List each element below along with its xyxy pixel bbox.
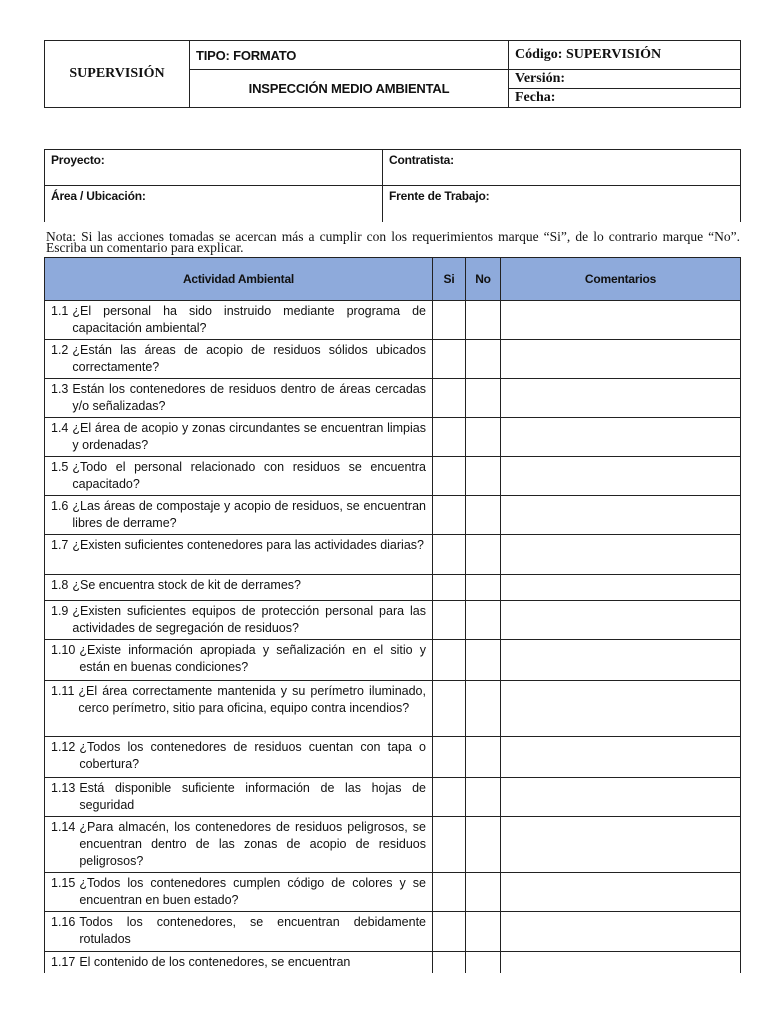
si-checkbox-cell[interactable] xyxy=(433,778,466,817)
activity-cell xyxy=(45,952,433,974)
header-tipo: TIPO: FORMATO xyxy=(190,41,509,70)
activity-cell xyxy=(45,912,433,952)
header-title: INSPECCIÓN MEDIO AMBIENTAL xyxy=(190,70,509,108)
item-number: 1.16 xyxy=(51,915,76,929)
activity-cell xyxy=(45,778,433,817)
no-checkbox-cell[interactable] xyxy=(466,912,501,952)
no-checkbox-cell[interactable] xyxy=(466,778,501,817)
comment-cell[interactable] xyxy=(501,601,741,640)
activity-cell xyxy=(45,681,433,737)
project-table xyxy=(44,149,741,222)
comment-cell[interactable] xyxy=(501,640,741,681)
no-checkbox-cell[interactable] xyxy=(466,301,501,340)
table-row xyxy=(45,817,741,873)
item-number: 1.11 xyxy=(51,684,75,698)
area-field: Área / Ubicación: xyxy=(45,186,383,222)
activity-cell xyxy=(45,340,433,379)
comment-cell[interactable] xyxy=(501,418,741,457)
item-number: 1.7 xyxy=(51,538,69,552)
no-checkbox-cell[interactable] xyxy=(466,340,501,379)
contractor-field: Contratista: xyxy=(383,150,741,186)
item-question: El contenido de los contenedores, se encuentran xyxy=(79,955,351,969)
si-checkbox-cell[interactable] xyxy=(433,817,466,873)
activity-cell xyxy=(45,457,433,496)
table-row xyxy=(45,340,741,379)
no-checkbox-cell[interactable] xyxy=(466,952,501,974)
no-checkbox-cell[interactable] xyxy=(466,601,501,640)
activity-cell xyxy=(45,817,433,873)
si-checkbox-cell[interactable] xyxy=(433,912,466,952)
item-question: ¿Para almacén, los contenedores de residuos peligrosos, se encuentran dentro de las zonas de acopio de residuos peligrosos? xyxy=(79,820,426,868)
item-number: 1.13 xyxy=(51,781,76,795)
col-header-no: No xyxy=(466,258,501,301)
si-checkbox-cell[interactable] xyxy=(433,496,466,535)
no-checkbox-cell[interactable] xyxy=(466,418,501,457)
si-checkbox-cell[interactable] xyxy=(433,340,466,379)
inspection-table xyxy=(44,257,741,973)
item-question: Están los contenedores de residuos dentro de áreas cercadas y/o señalizadas? xyxy=(72,382,426,413)
no-checkbox-cell[interactable] xyxy=(466,737,501,778)
item-question: ¿El personal ha sido instruido mediante programa de capacitación ambiental? xyxy=(72,304,426,335)
item-question: ¿El área correctamente mantenida y su perímetro iluminado, cerco perímetro, sitio para oficina, equipo contra incendios? xyxy=(78,684,426,715)
activity-cell xyxy=(45,575,433,601)
item-question: ¿Todos los contenedores cumplen código de colores y se encuentran en buen estado? xyxy=(79,876,426,907)
item-question: ¿Existen suficientes equipos de protección personal para las actividades de segregación de residuos? xyxy=(72,604,426,635)
table-row xyxy=(45,457,741,496)
no-checkbox-cell[interactable] xyxy=(466,681,501,737)
comment-cell[interactable] xyxy=(501,912,741,952)
header-version: Versión: xyxy=(509,70,740,89)
table-row xyxy=(45,681,741,737)
comment-cell[interactable] xyxy=(501,301,741,340)
item-number: 1.9 xyxy=(51,604,69,618)
item-question: ¿Las áreas de compostaje y acopio de residuos, se encuentran libres de derrame? xyxy=(72,499,426,530)
header-supervision: SUPERVISIÓN xyxy=(45,41,190,108)
item-question: ¿El área de acopio y zonas circundantes se encuentran limpias y ordenadas? xyxy=(72,421,426,452)
si-checkbox-cell[interactable] xyxy=(433,535,466,575)
activity-cell xyxy=(45,535,433,575)
si-checkbox-cell[interactable] xyxy=(433,301,466,340)
comment-cell[interactable] xyxy=(501,575,741,601)
item-number: 1.5 xyxy=(51,460,69,474)
activity-cell xyxy=(45,873,433,912)
si-checkbox-cell[interactable] xyxy=(433,737,466,778)
col-header-si: Si xyxy=(433,258,466,301)
item-number: 1.8 xyxy=(51,578,69,592)
comment-cell[interactable] xyxy=(501,952,741,974)
item-question: ¿Todo el personal relacionado con residuos se encuentra capacitado? xyxy=(72,460,426,491)
table-row xyxy=(45,535,741,575)
comment-cell[interactable] xyxy=(501,778,741,817)
si-checkbox-cell[interactable] xyxy=(433,681,466,737)
activity-cell xyxy=(45,379,433,418)
item-question: ¿Existen suficientes contenedores para las actividades diarias? xyxy=(72,538,424,552)
table-row xyxy=(45,873,741,912)
si-checkbox-cell[interactable] xyxy=(433,640,466,681)
no-checkbox-cell[interactable] xyxy=(466,575,501,601)
item-question: Todos los contenedores, se encuentran debidamente rotulados xyxy=(79,915,426,946)
col-header-comentarios: Comentarios xyxy=(501,258,741,301)
item-number: 1.14 xyxy=(51,820,76,834)
table-row xyxy=(45,575,741,601)
instruction-note: Nota: Si las acciones tomadas se acercan más a cumplir con los requerimientos marque “Si”, de lo contrario marque “No”. Escriba un comentario para explicar. xyxy=(46,229,740,255)
item-number: 1.17 xyxy=(51,955,76,969)
si-checkbox-cell[interactable] xyxy=(433,873,466,912)
no-checkbox-cell[interactable] xyxy=(466,379,501,418)
comment-cell[interactable] xyxy=(501,535,741,575)
header-table xyxy=(44,40,741,108)
header-codigo: Código: SUPERVISIÓN xyxy=(509,41,741,70)
no-checkbox-cell[interactable] xyxy=(466,535,501,575)
no-checkbox-cell[interactable] xyxy=(466,817,501,873)
comment-cell[interactable] xyxy=(501,817,741,873)
table-row xyxy=(45,952,741,974)
table-row xyxy=(45,418,741,457)
si-checkbox-cell[interactable] xyxy=(433,952,466,974)
item-question: ¿Todos los contenedores de residuos cuentan con tapa o cobertura? xyxy=(79,740,426,771)
no-checkbox-cell[interactable] xyxy=(466,457,501,496)
work-front-field: Frente de Trabajo: xyxy=(383,186,741,222)
item-question: ¿Se encuentra stock de kit de derrames? xyxy=(72,578,301,592)
item-number: 1.4 xyxy=(51,421,69,435)
table-row xyxy=(45,778,741,817)
item-number: 1.2 xyxy=(51,343,69,357)
si-checkbox-cell[interactable] xyxy=(433,418,466,457)
si-checkbox-cell[interactable] xyxy=(433,457,466,496)
project-field: Proyecto: xyxy=(45,150,383,186)
comment-cell[interactable] xyxy=(501,873,741,912)
activity-cell xyxy=(45,601,433,640)
col-header-actividad: Actividad Ambiental xyxy=(45,258,433,301)
no-checkbox-cell[interactable] xyxy=(466,640,501,681)
item-question: ¿Están las áreas de acopio de residuos sólidos ubicados correctamente? xyxy=(72,343,426,374)
table-row xyxy=(45,912,741,952)
activity-cell xyxy=(45,640,433,681)
table-row xyxy=(45,640,741,681)
comment-cell[interactable] xyxy=(501,681,741,737)
no-checkbox-cell[interactable] xyxy=(466,873,501,912)
activity-cell xyxy=(45,301,433,340)
activity-cell xyxy=(45,496,433,535)
si-checkbox-cell[interactable] xyxy=(433,379,466,418)
item-number: 1.15 xyxy=(51,876,76,890)
table-row xyxy=(45,737,741,778)
item-question: Está disponible suficiente información de las hojas de seguridad xyxy=(79,781,426,812)
table-row xyxy=(45,496,741,535)
si-checkbox-cell[interactable] xyxy=(433,601,466,640)
item-question: ¿Existe información apropiada y señalización en el sitio y están en buenas condiciones? xyxy=(79,643,426,674)
table-row xyxy=(45,379,741,418)
comment-cell[interactable] xyxy=(501,737,741,778)
si-checkbox-cell[interactable] xyxy=(433,575,466,601)
item-number: 1.10 xyxy=(51,643,76,657)
header-version-fecha xyxy=(509,70,741,108)
item-number: 1.6 xyxy=(51,499,69,513)
item-number: 1.3 xyxy=(51,382,69,396)
table-row xyxy=(45,601,741,640)
activity-cell xyxy=(45,418,433,457)
comment-cell[interactable] xyxy=(501,340,741,379)
activity-cell xyxy=(45,737,433,778)
header-fecha: Fecha: xyxy=(515,90,556,105)
no-checkbox-cell[interactable] xyxy=(466,496,501,535)
comment-cell[interactable] xyxy=(501,379,741,418)
item-number: 1.12 xyxy=(51,740,76,754)
item-number: 1.1 xyxy=(51,304,69,318)
table-row xyxy=(45,301,741,340)
comment-cell[interactable] xyxy=(501,457,741,496)
comment-cell[interactable] xyxy=(501,496,741,535)
